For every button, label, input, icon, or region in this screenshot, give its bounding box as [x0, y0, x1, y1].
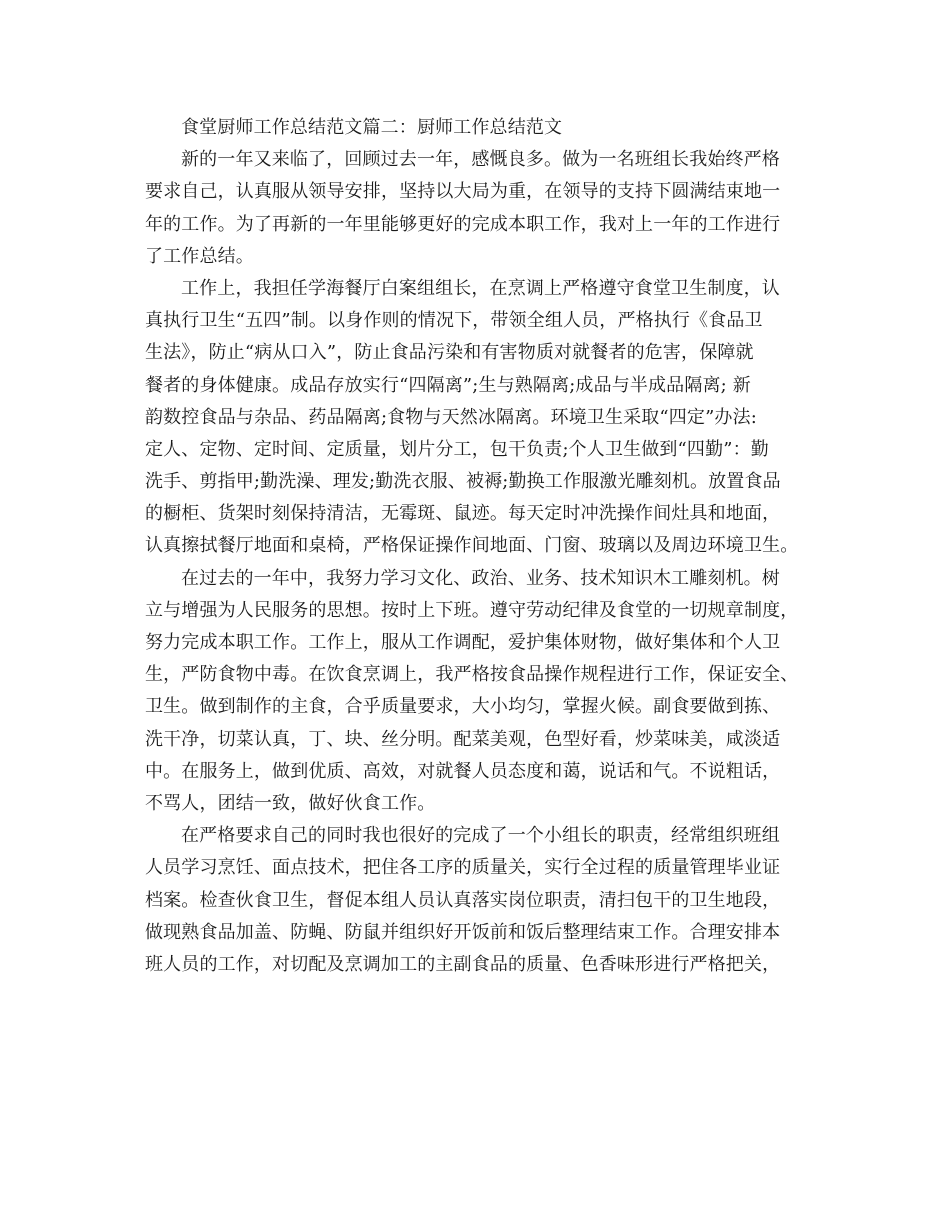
text-line: 人员学习烹饪、面点技术，把住各工序的质量关，实行全过程的质量管理毕业证 [145, 857, 781, 879]
paragraph-1 [145, 144, 805, 273]
text-line: 餐者的身体健康。成品存放实行“四隔离”;生与熟隔离;成品与半成品隔离; 新 [145, 374, 751, 396]
text-line: 努力完成本职工作。工作上，服从工作调配，爱护集体财物，做好集体和个人卫 [145, 632, 781, 653]
text-line: 生，严防食物中毒。在饮食烹调上，我严格按食品操作规程进行工作，保证安全、 [145, 664, 799, 686]
document-body [145, 112, 805, 981]
paragraph-4 [145, 820, 805, 981]
document-title: 食堂厨师工作总结范文篇二：厨师工作总结范文 [181, 117, 563, 138]
text-line: 档案。检查伙食卫生，督促本组人员认真落实岗位职责，清扫包干的卫生地段， [145, 889, 781, 911]
text-line: 真执行卫生“五四”制。以身作则的情况下，带领全组人员，严格执行《食品卫 [145, 310, 763, 332]
text-line: 要求自己，认真服从领导安排，坚持以大局为重，在领导的支持下圆满结束地一 [145, 181, 781, 203]
text-line: 中。在服务上，做到优质、高效，对就餐人员态度和蔼，说话和气。不说粗话， [145, 760, 781, 782]
text-line: 做现熟食品加盖、防蝇、防鼠并组织好开饭前和饭后整理结束工作。合理安排本 [145, 921, 781, 943]
text-line: 在过去的一年中，我努力学习文化、政治、业务、技术知识木工雕刻机。树 [181, 567, 780, 589]
text-line: 生法》，防止“病从口入”，防止食品污染和有害物质对就餐者的危害，保障就 [145, 342, 754, 364]
text-line: 工作上，我担任学海餐厅白案组组长，在烹调上严格遵守食堂卫生制度，认 [181, 277, 780, 299]
text-line: 年的工作。为了再新的一年里能够更好的完成本职工作，我对上一年的工作进行 [145, 213, 781, 235]
text-line: 不骂人，团结一致，做好伙食工作。 [145, 792, 436, 814]
text-line: 卫生。做到制作的主食，合乎质量要求，大小均匀，掌握火候。副食要做到拣、 [145, 696, 781, 718]
text-line: 立与增强为人民服务的思想。按时上下班。遵守劳动纪律及食堂的一切规章制度， [145, 599, 799, 621]
text-line: 的橱柜、货架时刻保持清洁，无霉斑、鼠迹。每天定时冲洗操作间灶具和地面， [145, 503, 781, 525]
text-line: 韵数控食品与杂品、药品隔离;食物与天然冰隔离。环境卫生采取“四定”办法: [145, 406, 757, 428]
text-line: 洗手、剪指甲;勤洗澡、理发;勤洗衣服、被褥;勤换工作服激光雕刻机。放置食品 [145, 471, 781, 493]
paragraph-2 [145, 273, 805, 563]
text-line: 在严格要求自己的同时我也很好的完成了一个小组长的职责，经常组织班组 [181, 825, 780, 847]
text-line: 新的一年又来临了，回顾过去一年，感慨良多。做为一名班组长我始终严格 [181, 149, 780, 171]
text-line: 认真擦拭餐厅地面和桌椅，严格保证操作间地面、门窗、玻璃以及周边环境卫生。 [145, 535, 799, 557]
text-line: 班人员的工作，对切配及烹调加工的主副食品的质量、色香味形进行严格把关， [145, 953, 781, 975]
text-line: 了工作总结。 [145, 245, 254, 267]
text-line: 定人、定物、定时间、定质量，划片分工，包干负责;个人卫生做到“四勤”：勤 [145, 438, 769, 460]
text-line: 洗干净，切菜认真，丁、块、丝分明。配菜美观，色型好看，炒菜味美，咸淡适 [145, 728, 781, 750]
paragraph-3 [145, 563, 805, 821]
